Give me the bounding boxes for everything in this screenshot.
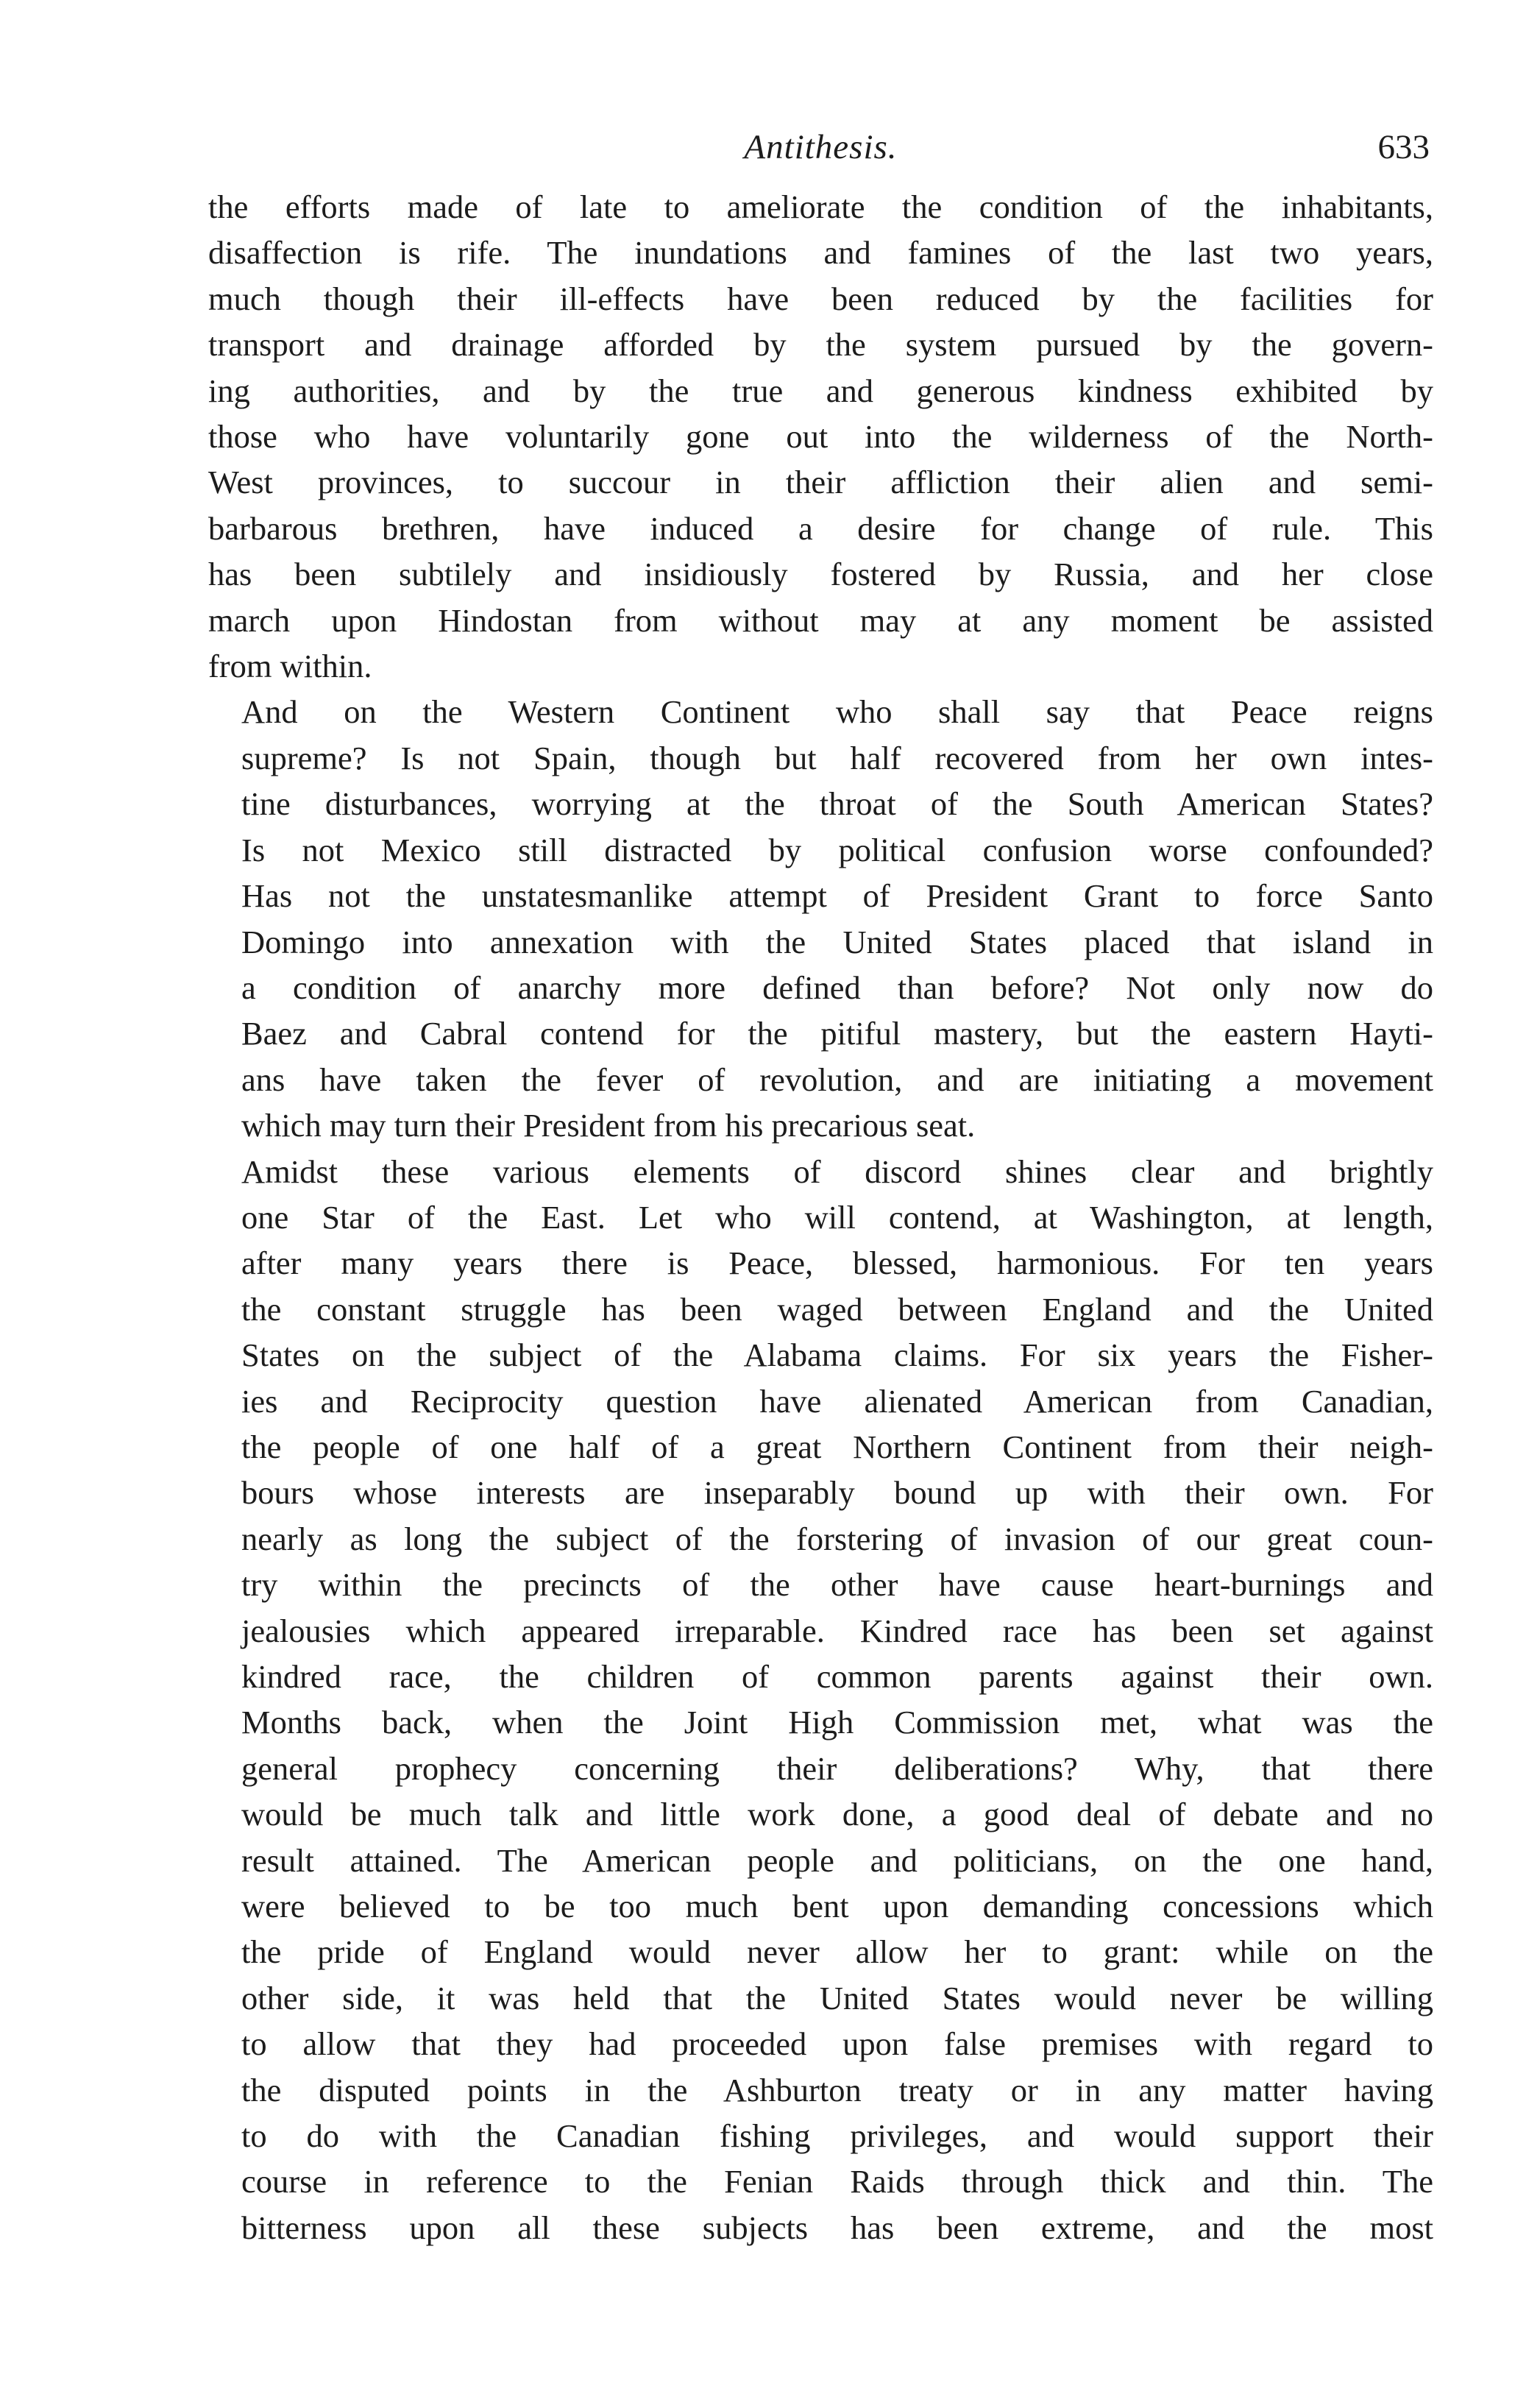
text-line: from within. <box>208 648 372 685</box>
book-page <box>208 125 1433 2251</box>
text-line: one Star of the East. Let who will contend, at Washington, at length, <box>241 1198 1433 1236</box>
text-line: try within the precincts of the other have cause heart-burnings and <box>241 1566 1433 1604</box>
body-text <box>208 184 1433 2251</box>
text-line: the efforts made of late to ameliorate the condition of the inhabitants, <box>208 188 1433 225</box>
text-line: general prophecy concerning their deliberations? Why, that there <box>241 1749 1433 1787</box>
text-line: much though their ill-effects have been reduced by the facilities for <box>208 280 1433 317</box>
text-line: supreme? Is not Spain, though but half recovered from her own intes- <box>241 739 1433 776</box>
text-line: And on the Western Continent who shall say that Peace reigns <box>241 693 1433 731</box>
text-line: Domingo into annexation with the United States placed that island in <box>241 923 1433 960</box>
text-line: bours whose interests are inseparably bound up with their own. For <box>241 1474 1433 1512</box>
text-line: has been subtilely and insidiously fostered by Russia, and her close <box>208 556 1433 593</box>
text-line: ing authorities, and by the true and generous kindness exhibited by <box>208 372 1433 409</box>
text-line: a condition of anarchy more defined than before? Not only now do <box>241 968 1433 1006</box>
text-line: to do with the Canadian fishing privileges, and would support their <box>241 2117 1433 2155</box>
text-line: States on the subject of the Alabama claims. For six years the Fisher- <box>241 1336 1433 1374</box>
paragraph <box>208 689 1433 1148</box>
text-line: Has not the unstatesmanlike attempt of President Grant to force Santo <box>241 877 1433 915</box>
text-line: the constant struggle has been waged between England and the United <box>241 1290 1433 1328</box>
text-line: Baez and Cabral contend for the pitiful mastery, but the eastern Hayti- <box>241 1015 1433 1052</box>
text-line: Is not Mexico still distracted by political confusion worse confounded? <box>241 831 1433 868</box>
text-line: the disputed points in the Ashburton treaty or in any matter having <box>241 2071 1433 2108</box>
text-line: tine disturbances, worrying at the throat of the South American States? <box>241 785 1433 823</box>
text-line: those who have voluntarily gone out into the wilderness of the North- <box>208 418 1433 456</box>
text-line: disaffection is rife. The inundations and famines of the last two years, <box>208 234 1433 272</box>
text-line: result attained. The American people and politicians, on the one hand, <box>241 1841 1433 1879</box>
text-line: West provinces, to succour in their affliction their alien and semi- <box>208 464 1433 501</box>
text-line: other side, it was held that the United States would never be willing <box>241 1979 1433 2016</box>
running-title: Antithesis. <box>744 128 898 166</box>
text-line: which may turn their President from his precarious seat. <box>241 1107 976 1144</box>
text-line: the pride of England would never allow her to grant: while on the <box>241 1933 1433 1971</box>
text-line: barbarous brethren, have induced a desire for change of rule. This <box>208 509 1433 547</box>
text-line: after many years there is Peace, blessed, harmonious. For ten years <box>241 1244 1433 1282</box>
text-line: would be much talk and little work done, a good deal of debate and no <box>241 1796 1433 1833</box>
text-line: transport and drainage afforded by the system pursued by the govern- <box>208 326 1433 364</box>
text-line: nearly as long the subject of the forstering of invasion of our great coun- <box>241 1520 1433 1557</box>
text-line: ies and Reciprocity question have alienated American from Canadian, <box>241 1382 1433 1420</box>
text-line: course in reference to the Fenian Raids through thick and thin. The <box>241 2163 1433 2200</box>
page-number: 633 <box>1377 128 1430 166</box>
paragraph <box>208 1149 1433 2251</box>
text-line: Amidst these various elements of discord shines clear and brightly <box>241 1152 1433 1190</box>
text-line: were believed to be too much bent upon demanding concessions which <box>241 1888 1433 1925</box>
running-head <box>208 125 1433 184</box>
text-line: bitterness upon all these subjects has been extreme, and the most <box>241 2209 1433 2246</box>
text-line: ans have taken the fever of revolution, and are initiating a movement <box>241 1060 1433 1098</box>
text-line: to allow that they had proceeded upon false premises with regard to <box>241 2025 1433 2063</box>
text-line: jealousies which appeared irreparable. Kindred race has been set against <box>241 1612 1433 1649</box>
paragraph <box>208 184 1433 689</box>
text-line: kindred race, the children of common parents against their own. <box>241 1658 1433 1695</box>
text-line: march upon Hindostan from without may at any moment be assisted <box>208 601 1433 639</box>
text-line: Months back, when the Joint High Commission met, what was the <box>241 1704 1433 1741</box>
text-line: the people of one half of a great Northern Continent from their neigh- <box>241 1428 1433 1465</box>
